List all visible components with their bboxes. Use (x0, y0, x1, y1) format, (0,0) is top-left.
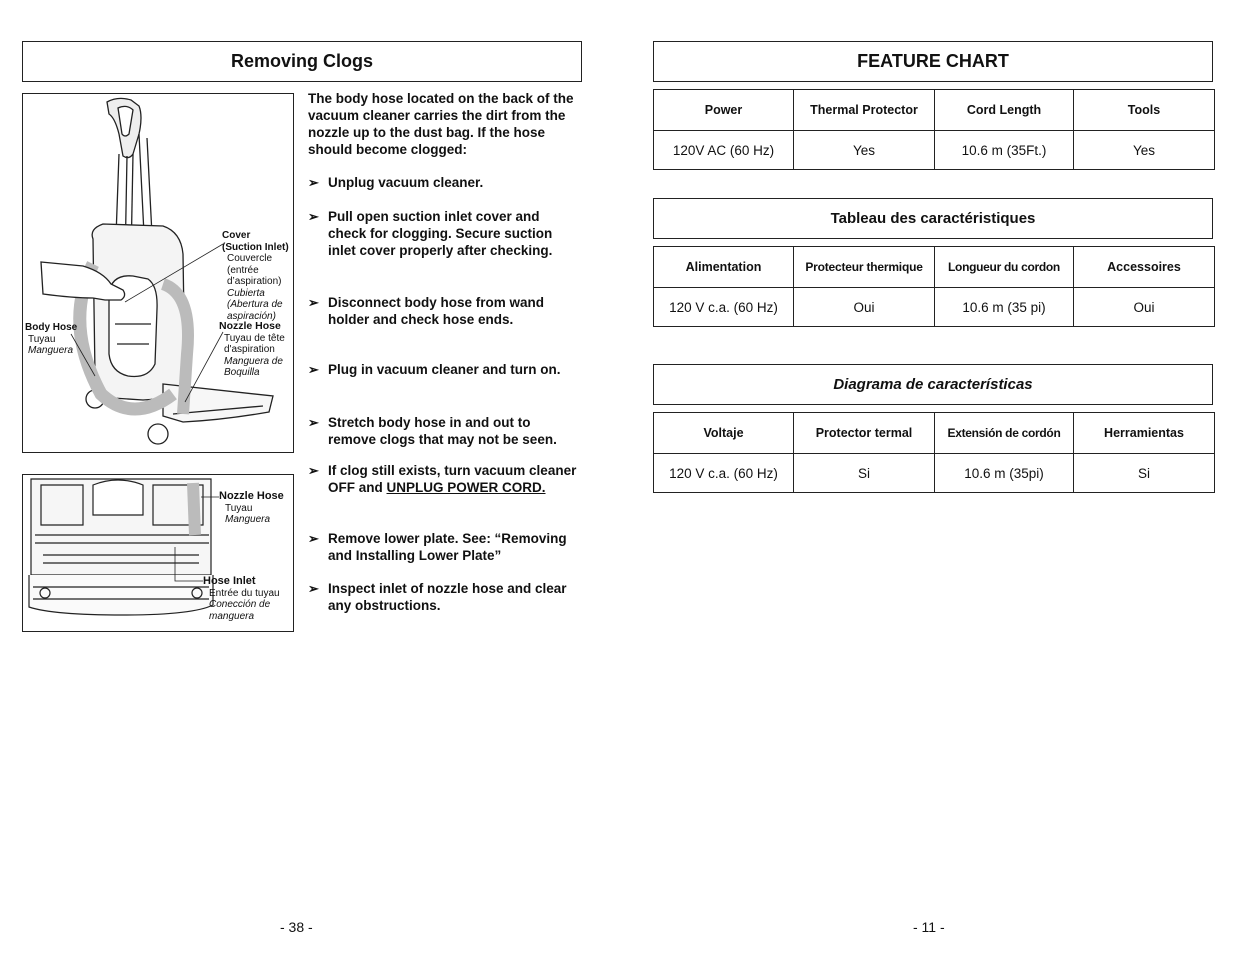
header-cell: Protecteur thermique (794, 247, 935, 288)
value-cell: 120 V c.a. (60 Hz) (654, 454, 794, 493)
page-number-left: - 38 - (280, 919, 313, 935)
page-number-right: - 11 - (913, 919, 945, 935)
feature-table-fr-title: Tableau des caractéristiques (653, 198, 1213, 239)
table-row (654, 288, 1215, 327)
value-cell: Yes (794, 131, 935, 170)
vacuum-upright-figure (22, 93, 294, 453)
feature-table-es (653, 412, 1215, 493)
table-row (654, 454, 1215, 493)
header-cell: Longueur du cordon (935, 247, 1074, 288)
value-cell: 10.6 m (35pi) (935, 454, 1074, 493)
table-row (654, 131, 1215, 170)
table-header-row (654, 413, 1215, 454)
cover-label: Cover (Suction Inlet) Couvercle (entrée d’aspiration) Cubierta (Abertura de aspiración) (222, 230, 289, 322)
value-cell: Si (794, 454, 935, 493)
arrow-bullet-icon: ➢ (308, 581, 319, 596)
header-cell: Tools (1074, 90, 1215, 131)
arrow-bullet-icon: ➢ (308, 463, 319, 478)
table-header-row (654, 247, 1215, 288)
value-cell: Oui (1074, 288, 1215, 327)
step-inspect-inlet: ➢ Inspect inlet of nozzle hose and clear any obstructions. (308, 581, 567, 613)
removing-clogs-title: Removing Clogs (22, 41, 582, 82)
value-cell: Si (1074, 454, 1215, 493)
feature-table-fr (653, 246, 1215, 327)
body-hose-label: Body Hose Tuyau Manguera (25, 322, 78, 356)
nozzle-underside-figure (22, 474, 294, 632)
table-header-row (654, 90, 1215, 131)
value-cell: 10.6 m (35 pi) (935, 288, 1074, 327)
step-unplug: ➢ Unplug vacuum cleaner. (308, 175, 484, 190)
header-cell: Cord Length (935, 90, 1074, 131)
arrow-bullet-icon: ➢ (308, 415, 319, 430)
header-cell: Thermal Protector (794, 90, 935, 131)
header-cell: Voltaje (654, 413, 794, 454)
arrow-bullet-icon: ➢ (308, 175, 319, 190)
header-cell: Power (654, 90, 794, 131)
header-cell: Alimentation (654, 247, 794, 288)
arrow-bullet-icon: ➢ (308, 531, 319, 546)
nozzle-hose-label: Nozzle Hose Tuyau de tête d'aspiration Manguera de Boquilla (219, 320, 285, 378)
arrow-bullet-icon: ➢ (308, 362, 319, 377)
step-unplug-power-cord: ➢ If clog still exists, turn vacuum cleaner OFF and UNPLUG POWER CORD. (308, 463, 577, 495)
value-cell: 10.6 m (35Ft.) (935, 131, 1074, 170)
intro-paragraph: The body hose located on the back of the vacuum cleaner carries the dirt from the nozzle up to the dust bag. If the hose should become clogged: (308, 91, 574, 157)
value-cell: 120V AC (60 Hz) (654, 131, 794, 170)
header-cell: Protector termal (794, 413, 935, 454)
value-cell: Yes (1074, 131, 1215, 170)
arrow-bullet-icon: ➢ (308, 209, 319, 224)
header-cell: Extensión de cordón (935, 413, 1074, 454)
header-cell: Herramientas (1074, 413, 1215, 454)
value-cell: Oui (794, 288, 935, 327)
arrow-bullet-icon: ➢ (308, 295, 319, 310)
step-plug-in: ➢ Plug in vacuum cleaner and turn on. (308, 362, 561, 377)
feature-table-en (653, 89, 1215, 170)
header-cell: Accessoires (1074, 247, 1215, 288)
step-remove-lower-plate: ➢ Remove lower plate. See: “Removing and Installing Lower Plate” (308, 531, 567, 563)
step-open-inlet-cover: ➢ Pull open suction inlet cover and check for clogging. Secure suction inlet cover properly after checking. (308, 209, 553, 258)
step-disconnect-hose: ➢ Disconnect body hose from wand holder and check hose ends. (308, 295, 545, 327)
step-stretch-hose: ➢ Stretch body hose in and out to remove clogs that may not be seen. (308, 415, 557, 447)
value-cell: 120 V c.a. (60 Hz) (654, 288, 794, 327)
nozzle-hose-label-2: Nozzle Hose Tuyau Manguera (219, 490, 284, 525)
feature-chart-title: FEATURE CHART (653, 41, 1213, 82)
hose-inlet-label: Hose Inlet Entrée du tuyau Conección de manguera (203, 575, 280, 622)
feature-table-es-title: Diagrama de características (653, 364, 1213, 405)
